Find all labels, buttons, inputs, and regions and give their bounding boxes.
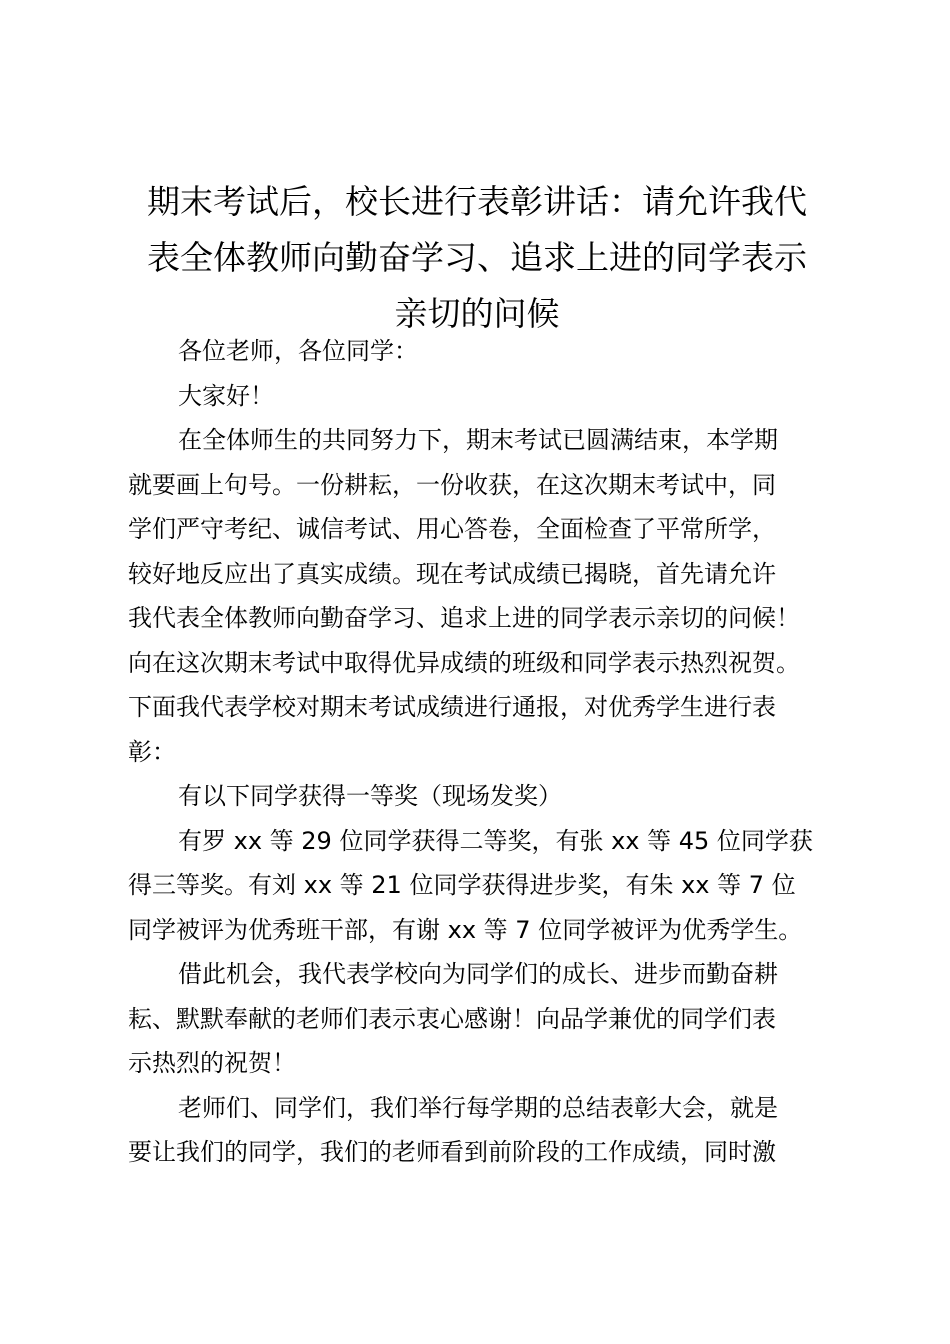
salutation-paragraph: 各位老师，各位同学： — [178, 337, 418, 365]
title-line-1: 期末考试后，校长进行表彰讲话：请允许我代 — [147, 182, 807, 221]
thanks-paragraph: 借此机会，我代表学校向为同学们的成长、进步而勤奋耕 耘、默默奉献的老师们表示衷心感谢！向品学兼优的同学们表 示热烈的祝贺！ — [128, 960, 778, 1077]
title-line-3: 亲切的问候 — [394, 294, 560, 333]
title-line-2: 表全体教师向勤奋学习、追求上进的同学表示 — [147, 238, 807, 277]
document-body — [128, 329, 838, 1175]
awards-paragraph: 有罗 xx 等 29 位同学获得二等奖，有张 xx 等 45 位同学获 得三等奖。有刘 xx 等 21 位同学获得进步奖，有朱 xx 等 7 位 同学被评为优秀班干部，有谢 xx 等 7 位同学被评为优秀学生。 — [128, 826, 813, 944]
closing-paragraph: 老师们、同学们，我们举行每学期的总结表彰大会，就是 要让我们的同学，我们的老师看到前阶段的工作成绩，同时激 — [128, 1093, 778, 1166]
document-title — [118, 174, 836, 342]
opening-paragraph: 在全体师生的共同努力下，期末考试已圆满结束，本学期 就要画上句号。一份耕耘，一份收获，在这次期末考试中，同 学们严守考纪、诚信考试、用心答卷，全面检查了平常所学， 较好地反应出了真实成绩。现在考试成绩已揭晓，首先请允许 我代表全体教师向勤奋学习、追求上进的同学表示亲切的问候！ 向在这次期末考试中取得优异成绩的班级和同学表示热烈祝贺。 下面我代表学校对期末考试成绩进行通报，对优秀学生进行表 彰： — [128, 426, 800, 766]
first-prize-paragraph: 有以下同学获得一等奖（现场发奖） — [178, 782, 562, 810]
greeting-paragraph: 大家好！ — [178, 381, 274, 410]
